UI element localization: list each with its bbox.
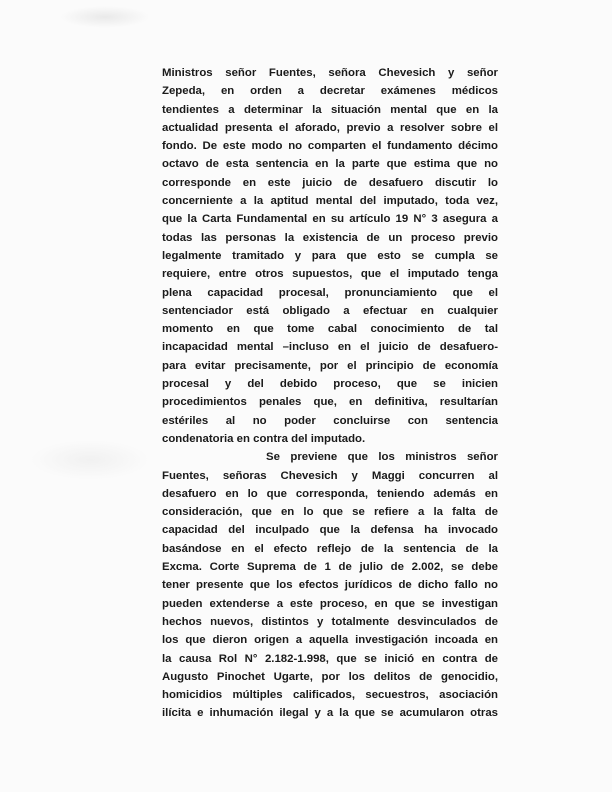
text-line: momento en que tome cabal conocimiento de tal [162, 323, 498, 336]
text-line: Excma. Corte Suprema de 1 de julio de 2.002, se debe [162, 561, 498, 574]
text-line: fondo. De este modo no comparten el fundamento décimo [162, 140, 498, 153]
text-line: hechos nuevos, distintos y totalmente desvinculados de [162, 615, 498, 628]
text-line: tener presente que los efectos jurídicos de dicho fallo no [162, 579, 498, 592]
text-line: condenatoria en contra del imputado. [162, 432, 366, 445]
text-line: homicidios múltiples calificados, secuestros, asociación [162, 689, 498, 702]
text-line: corresponde en este juicio de desafuero discutir lo [162, 176, 498, 189]
text-line: Ministros señor Fuentes, señora Chevesich y señor [162, 67, 498, 79]
text-line: los que dieron origen a aquella investigación incoada en [162, 634, 498, 647]
text-line: Fuentes, señoras Chevesich y Maggi concurren al [162, 469, 498, 482]
scan-smudge [60, 6, 150, 28]
text-line: tendientes a determinar la situación mental que en la [162, 103, 498, 116]
text-line: capacidad del inculpado que la defensa ha invocado [162, 524, 498, 537]
text-line: Zepeda, en orden a decretar exámenes médicos [162, 85, 498, 98]
text-line: sentenciador está obligado a efectuar en cualquier [162, 304, 498, 317]
text-line: estériles al no poder concluirse con sentencia [162, 414, 498, 427]
document-body [162, 64, 498, 723]
text-line: basándose en el efecto reflejo de la sentencia de la [162, 542, 498, 555]
scan-smudge [30, 440, 150, 480]
text-line: ilícita e inhumación ilegal y a la que se acumularon otras [162, 707, 498, 720]
text-line: que la Carta Fundamental en su artículo 19 N° 3 asegura a [162, 213, 498, 226]
text-line: actualidad presenta el aforado, previo a resolver sobre el [162, 121, 498, 134]
text-line: todas las personas la existencia de un proceso previo [162, 231, 498, 244]
text-line: para evitar precisamente, por el principio de economía [162, 359, 498, 372]
text-line: consideración, que en lo que se refiere a la falta de [162, 506, 498, 519]
text-line: pueden extenderse a este proceso, en que se investigan [162, 597, 498, 610]
text-line: concerniente a la aptitud mental del imputado, toda vez, [162, 195, 498, 208]
text-line: Augusto Pinochet Ugarte, por los delitos de genocidio, [162, 670, 498, 683]
text-line: octavo de esta sentencia en la parte que estima que no [162, 158, 498, 171]
text-line: plena capacidad procesal, pronunciamiento que el [162, 286, 498, 299]
text-line: Se previene que los ministros señor [266, 451, 498, 464]
text-line: requiere, entre otros supuestos, que el imputado tenga [162, 268, 498, 281]
text-line: desafuero en lo que corresponda, teniendo además en [162, 487, 498, 500]
text-line: legalmente tramitado y para que esto se cumpla se [162, 249, 498, 262]
text-line: procedimientos penales que, en definitiva, resultarían [162, 396, 498, 409]
text-line: la causa Rol N° 2.182-1.998, que se inició en contra de [162, 652, 498, 665]
text-line: incapacidad mental –incluso en el juicio de desafuero- [162, 341, 498, 354]
text-line: procesal y del debido proceso, que se inicien [162, 378, 498, 391]
